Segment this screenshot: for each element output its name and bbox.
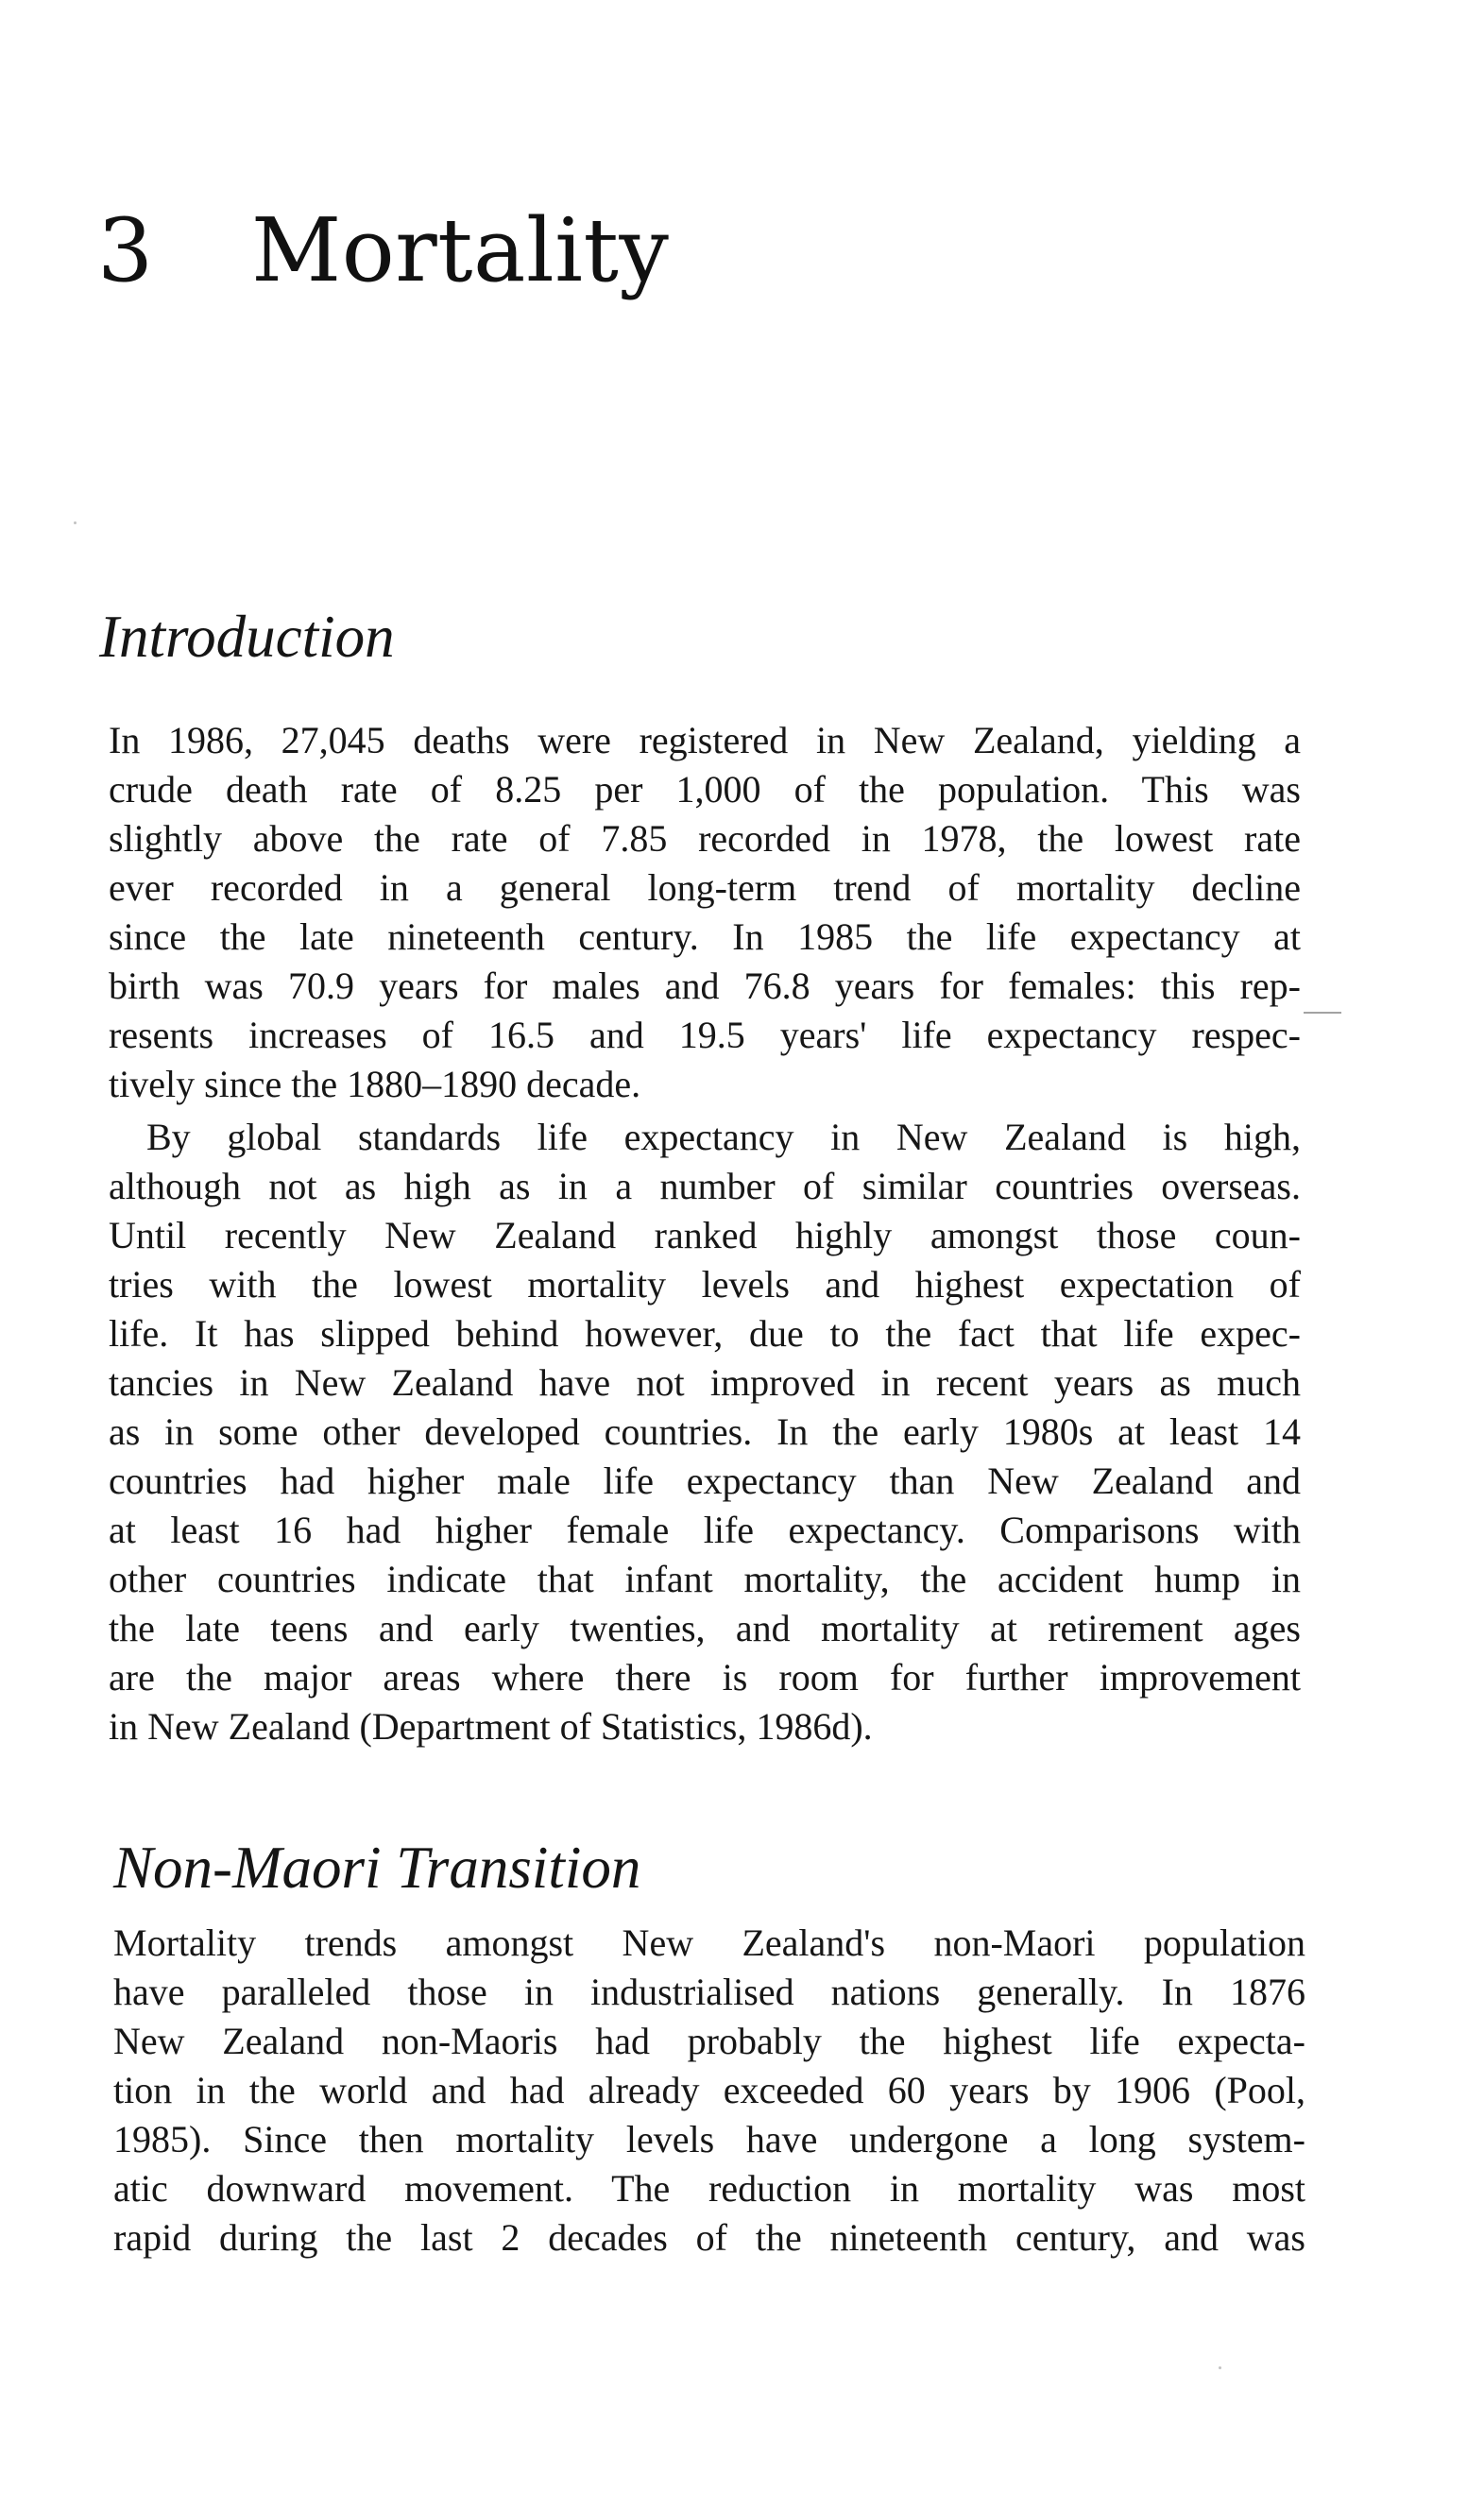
text-line: have paralleled those in industrialised nations generally. In 1876	[113, 1971, 1305, 2013]
paragraph	[113, 1919, 1305, 2262]
chapter-title	[97, 194, 669, 307]
text-line: as in some other developed countries. In the early 1980s at least 14	[109, 1410, 1301, 1453]
text-line: although not as high as in a number of similar countries overseas.	[109, 1165, 1301, 1207]
chapter-number: 3	[97, 199, 154, 301]
text-line: Mortality trends amongst New Zealand's non-Maori population	[113, 1921, 1305, 1964]
section-heading-non-maori-transition: Non-Maori Transition	[113, 1835, 641, 1901]
text-line: life. It has slipped behind however, due to the fact that life expec-	[109, 1312, 1301, 1355]
text-line: slightly above the rate of 7.85 recorded in 1978, the lowest rate	[109, 817, 1301, 860]
text-line: tively since the 1880–1890 decade.	[109, 1063, 641, 1105]
text-line: ever recorded in a general long-term trend of mortality decline	[109, 866, 1301, 909]
text-line: tancies in New Zealand have not improved in recent years as much	[109, 1361, 1301, 1404]
text-line: resents increases of 16.5 and 19.5 years' life expectancy respec-	[109, 1014, 1301, 1056]
text-line: other countries indicate that infant mortality, the accident hump in	[109, 1558, 1301, 1600]
text-line: at least 16 had higher female life expectancy. Comparisons with	[109, 1509, 1301, 1551]
text-line: 1985). Since then mortality levels have undergone a long system-	[113, 2118, 1305, 2160]
margin-mark	[1304, 1012, 1341, 1014]
section-heading-introduction: Introduction	[99, 604, 395, 670]
text-line: since the late nineteenth century. In 1985 the life expectancy at	[109, 915, 1301, 958]
text-line: atic downward movement. The reduction in mortality was most	[113, 2167, 1305, 2210]
text-line: Until recently New Zealand ranked highly amongst those coun-	[109, 1214, 1301, 1256]
paragraph	[109, 1113, 1301, 1751]
text-line: In 1986, 27,045 deaths were registered in New Zealand, yielding a	[109, 719, 1301, 761]
text-line: in New Zealand (Department of Statistics, 1986d).	[109, 1705, 873, 1748]
text-line: countries had higher male life expectancy than New Zealand and	[109, 1460, 1301, 1502]
text-line: tion in the world and had already exceeded 60 years by 1906 (Pool,	[113, 2069, 1305, 2111]
text-line: New Zealand non-Maoris had probably the highest life expecta-	[113, 2020, 1305, 2062]
text-line: are the major areas where there is room for further improvement	[109, 1656, 1301, 1699]
text-line: By global standards life expectancy in New Zealand is high,	[146, 1116, 1301, 1158]
text-line: rapid during the last 2 decades of the nineteenth century, and was	[113, 2216, 1305, 2259]
scan-speck	[74, 521, 77, 524]
text-line: birth was 70.9 years for males and 76.8 years for females: this rep-	[109, 965, 1301, 1007]
text-line: tries with the lowest mortality levels and highest expectation of	[109, 1263, 1301, 1306]
text-line: crude death rate of 8.25 per 1,000 of the population. This was	[109, 768, 1301, 811]
paragraph	[109, 716, 1301, 1109]
chapter-name: Mortality	[251, 199, 670, 301]
scan-speck	[1219, 2366, 1221, 2369]
text-line: the late teens and early twenties, and mortality at retirement ages	[109, 1607, 1301, 1649]
